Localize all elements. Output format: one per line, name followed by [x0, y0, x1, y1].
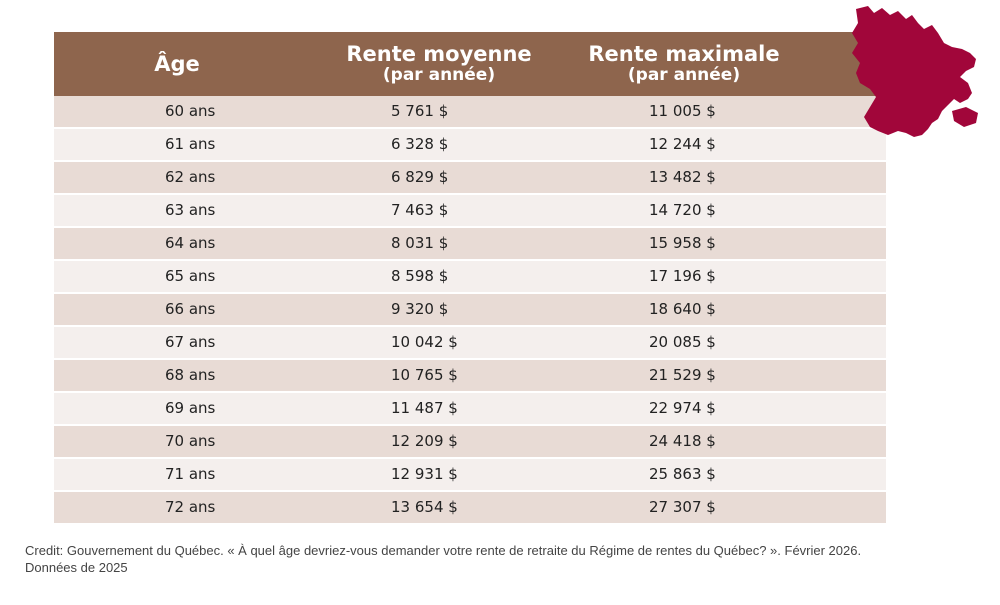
maximum-pension-cell: 14 720 $ [649, 201, 716, 219]
age-cell: 72 ans [165, 498, 216, 516]
age-cell: 66 ans [165, 300, 216, 318]
average-pension-cell: 12 931 $ [391, 465, 458, 483]
header-age [112, 32, 242, 96]
age-cell: 68 ans [165, 366, 216, 384]
average-pension-cell: 7 463 $ [391, 201, 449, 219]
age-cell: 69 ans [165, 399, 216, 417]
table-row [54, 459, 886, 490]
maximum-pension-cell: 24 418 $ [649, 432, 716, 450]
table-row [54, 492, 886, 523]
average-pension-cell: 8 031 $ [391, 234, 449, 252]
table-row [54, 129, 886, 160]
header-maximum-sublabel: (par année) [627, 65, 741, 86]
credit-note [25, 542, 985, 576]
header-average-pension [309, 32, 569, 96]
age-cell: 62 ans [165, 168, 216, 186]
age-cell: 64 ans [165, 234, 216, 252]
maximum-pension-cell: 25 863 $ [649, 465, 716, 483]
pension-table [54, 32, 886, 525]
header-average-sublabel: (par année) [382, 65, 496, 86]
average-pension-cell: 10 042 $ [391, 333, 458, 351]
age-cell: 70 ans [165, 432, 216, 450]
table-row [54, 261, 886, 292]
average-pension-cell: 13 654 $ [391, 498, 458, 516]
table-row [54, 393, 886, 424]
maximum-pension-cell: 11 005 $ [649, 102, 716, 120]
average-pension-cell: 5 761 $ [391, 102, 449, 120]
table-row [54, 228, 886, 259]
age-cell: 71 ans [165, 465, 216, 483]
maximum-pension-cell: 22 974 $ [649, 399, 716, 417]
age-cell: 65 ans [165, 267, 216, 285]
average-pension-cell: 6 829 $ [391, 168, 449, 186]
table-row [54, 327, 886, 358]
age-cell: 60 ans [165, 102, 216, 120]
maximum-pension-cell: 13 482 $ [649, 168, 716, 186]
credit-data-year: Données de 2025 [25, 560, 128, 575]
table-body [54, 96, 886, 525]
maximum-pension-cell: 12 244 $ [649, 135, 716, 153]
age-cell: 63 ans [165, 201, 216, 219]
maximum-pension-cell: 27 307 $ [649, 498, 716, 516]
quebec-map-icon [848, 3, 983, 140]
maximum-pension-cell: 17 196 $ [649, 267, 716, 285]
table-row [54, 162, 886, 193]
table-row [54, 426, 886, 457]
average-pension-cell: 10 765 $ [391, 366, 458, 384]
maximum-pension-cell: 21 529 $ [649, 366, 716, 384]
table-row [54, 360, 886, 391]
average-pension-cell: 12 209 $ [391, 432, 458, 450]
table-row [54, 195, 886, 226]
header-average-label: Rente moyenne [346, 42, 532, 67]
header-maximum-label: Rente maximale [588, 42, 780, 67]
age-cell: 67 ans [165, 333, 216, 351]
average-pension-cell: 8 598 $ [391, 267, 449, 285]
table-row [54, 294, 886, 325]
average-pension-cell: 11 487 $ [391, 399, 458, 417]
maximum-pension-cell: 15 958 $ [649, 234, 716, 252]
credit-line: Credit: Gouvernement du Québec. « À quel âge devriez-vous demander votre rente de retraite du Régime de rentes du Québec? ». Février 2026. [25, 543, 862, 558]
average-pension-cell: 9 320 $ [391, 300, 449, 318]
maximum-pension-cell: 20 085 $ [649, 333, 716, 351]
header-maximum-pension [559, 32, 809, 96]
header-age-label: Âge [154, 51, 200, 76]
table-row [54, 96, 886, 127]
table-header [54, 32, 886, 96]
age-cell: 61 ans [165, 135, 216, 153]
average-pension-cell: 6 328 $ [391, 135, 449, 153]
maximum-pension-cell: 18 640 $ [649, 300, 716, 318]
